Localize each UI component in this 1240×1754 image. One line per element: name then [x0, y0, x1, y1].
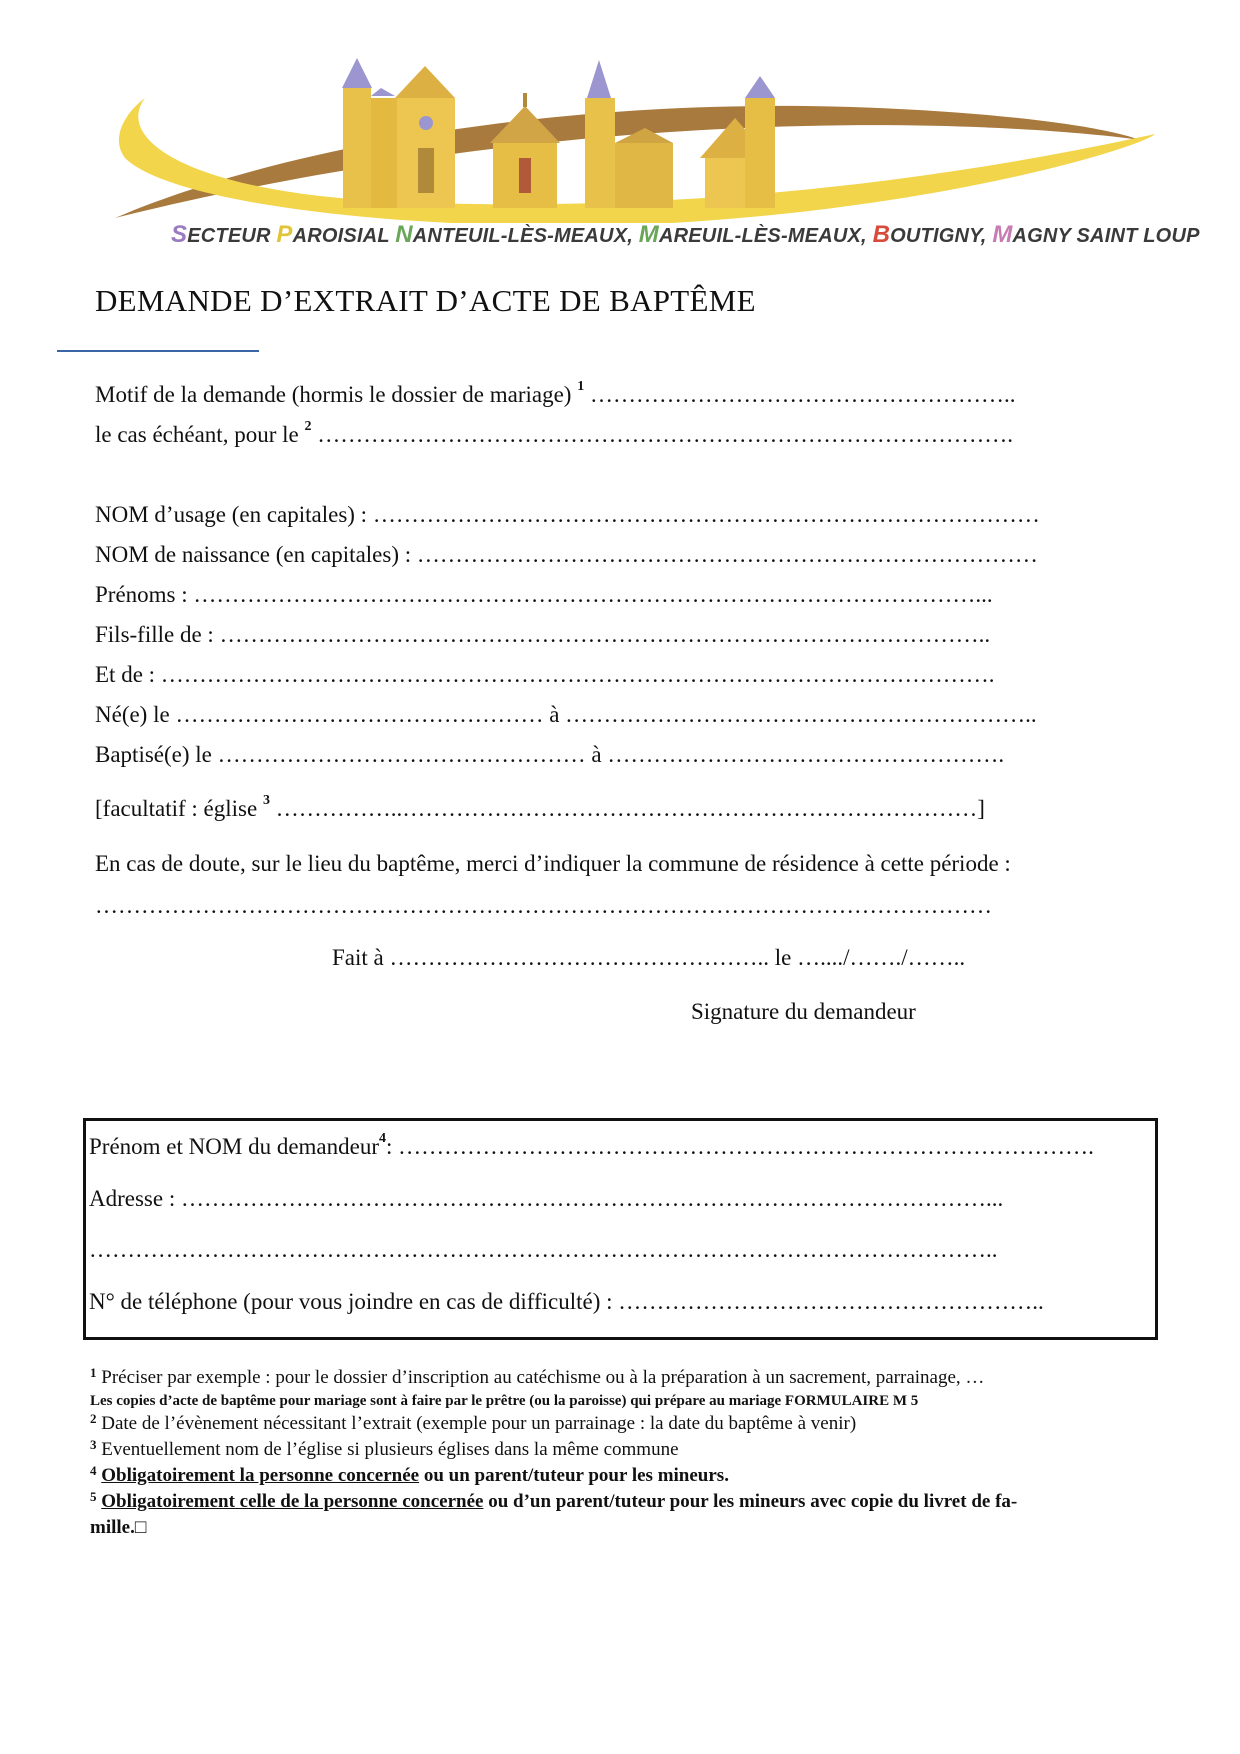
- footnote-2: $^2$ Date de l’évènement nécessitant l’extrait (exemple pour un parrainage : la date du baptême à venir): [90, 1411, 857, 1434]
- field-cas-echeant[interactable]: le cas échéant, pour le $^2$ ……………………………………………………………………………….: [95, 419, 1013, 447]
- church-magny: [700, 76, 775, 208]
- parish-logo: [105, 48, 1200, 258]
- field-motif[interactable]: Motif de la demande (hormis le dossier de mariage) $^1$ ………………………………………………..: [95, 379, 1016, 407]
- field-baptise-le[interactable]: Baptisé(e) le ………………………………………… à …………………………………………….: [95, 742, 1005, 767]
- field-ne-le[interactable]: Né(e) le ………………………………………… à ……………………………………………………..: [95, 702, 1037, 727]
- church-mareuil: [490, 93, 560, 208]
- field-commune-residence[interactable]: ………………………………………………………………………………………………………: [95, 893, 992, 918]
- doute-instruction: En cas de doute, sur le lieu du baptême, merci d’indiquer la commune de résidence à cette période :: [95, 851, 1011, 876]
- logo-caption: SECTEUR PAROISIAL NANTEUIL-LÈS-MEAUX, MAREUIL-LÈS-MEAUX, BOUTIGNY, MAGNY SAINT LOUP: [171, 221, 1200, 248]
- field-fait-a[interactable]: Fait à ………………………………………….. le …..../……./……..: [332, 945, 966, 970]
- footnote-4: $^4$ Obligatoirement la personne concernée ou un parent/tuteur pour les mineurs.: [90, 1463, 729, 1486]
- page-title: DEMANDE D’EXTRAIT D’ACTE DE BAPTÊME: [95, 283, 756, 318]
- churches-illustration: [105, 48, 1165, 223]
- field-adresse-suite[interactable]: ………………………………………………………………………………………………………..: [89, 1237, 998, 1262]
- footnote-5: $^5$ Obligatoirement celle de la personne concernée ou d’un parent/tuteur pour les mineurs avec copie du livret de fa-: [90, 1489, 1018, 1512]
- field-telephone[interactable]: N° de téléphone (pour vous joindre en cas de difficulté) : ………………………………………………..: [89, 1289, 1044, 1314]
- field-prenoms[interactable]: Prénoms : …………………………………………………………………………………………...: [95, 582, 993, 607]
- title-rule: [57, 350, 259, 352]
- field-et-de[interactable]: Et de : ……………………………………………………………………………………………….: [95, 662, 995, 687]
- field-demandeur[interactable]: Prénom et NOM du demandeur$^4$: ……………………………………………………………………………….: [89, 1131, 1094, 1159]
- field-facultatif-eglise[interactable]: [facultatif : église $^3$ ……………..…………………………………………………………………]: [95, 793, 985, 821]
- field-nom-usage[interactable]: NOM d’usage (en capitales) : ……………………………………………………………………………: [95, 502, 1040, 527]
- field-adresse[interactable]: Adresse : ……………………………………………………………………………………………...: [89, 1186, 1004, 1211]
- field-nom-naissance[interactable]: NOM de naissance (en capitales) : ………………………………………………………………………: [95, 542, 1038, 567]
- footnote-1-mariage: Les copies d’acte de baptême pour mariage sont à faire par le prêtre (ou la paroisse) qui prépare au mariage FORMULAIRE M 5: [90, 1393, 919, 1409]
- field-fils-fille[interactable]: Fils-fille de : ………………………………………………………………………………………..: [95, 622, 991, 647]
- footnote-5-cont: mille.□: [90, 1517, 147, 1538]
- footnote-1: $^1$ Préciser par exemple : pour le dossier d’inscription au catéchisme ou à la préparation à un sacrement, parrainage, …: [90, 1365, 985, 1388]
- church-nanteuil: [342, 58, 455, 208]
- signature-label: Signature du demandeur: [691, 999, 916, 1024]
- footnote-3: $^3$ Eventuellement nom de l’église si plusieurs églises dans la même commune: [90, 1437, 679, 1460]
